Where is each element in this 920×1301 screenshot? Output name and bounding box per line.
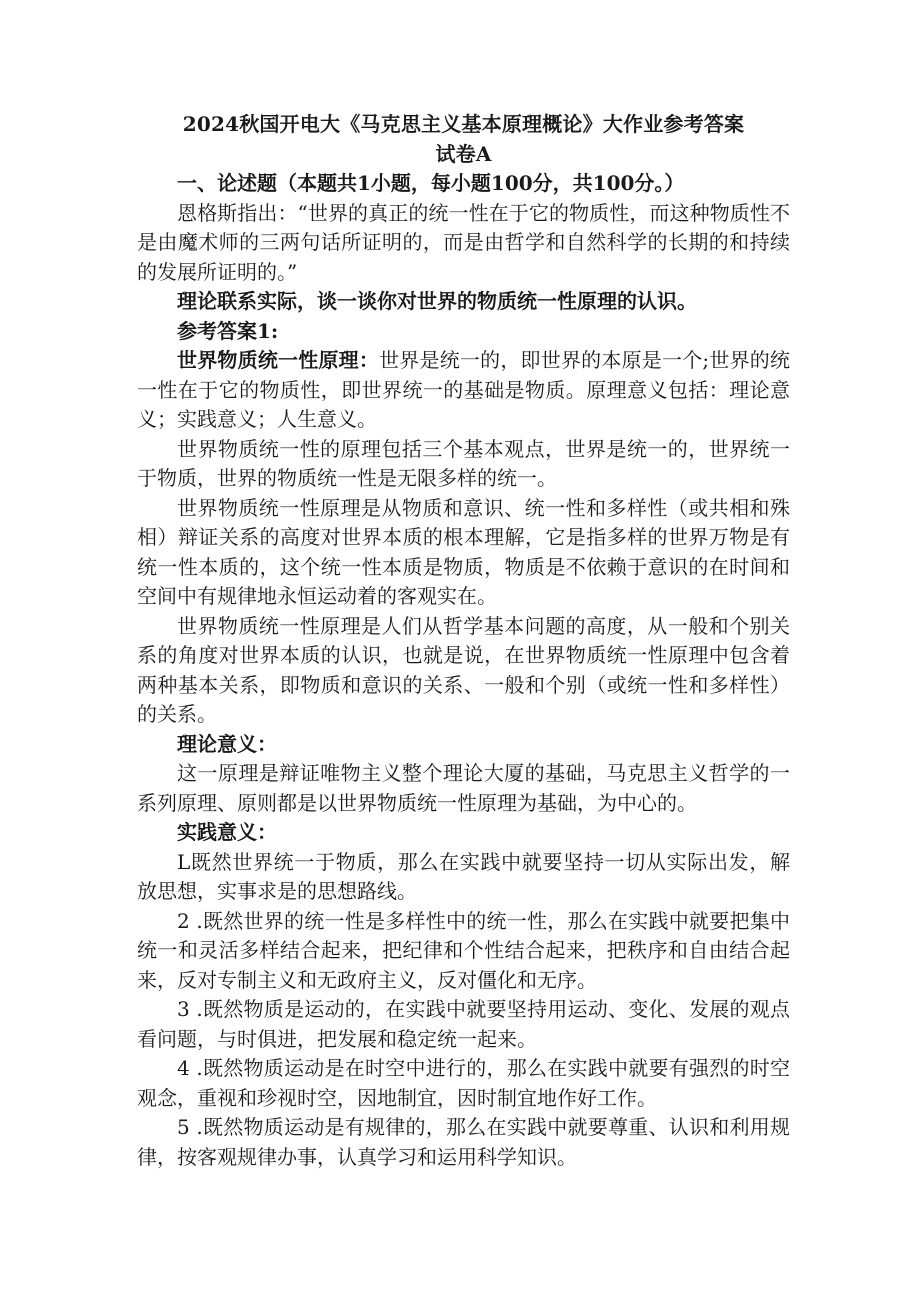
theory-text: 这一原理是辩证唯物主义整个理论大厦的基础，马克思主义哲学的一系列原理、原则都是以世界物质统一性原理为基础，为中心的。 <box>137 761 790 815</box>
paragraph-1: 世界物质统一性的原理包括三个基本观点，世界是统一的，世界统一于物质，世界的物质统一性是无限多样的统一。 <box>137 436 790 490</box>
question-text: 理论联系实际，谈一谈你对世界的物质统一性原理的认识。 <box>177 289 697 313</box>
practice-item-4: 4 .既然物质运动是在时空中进行的，那么在实践中就要有强烈的时空观念，重视和珍视时空，因地制宜，因时制宜地作好工作。 <box>137 1056 790 1110</box>
document-title: 2024秋国开电大《马克思主义基本原理概论》大作业参考答案 <box>182 112 745 136</box>
paragraph-2: 世界物质统一性原理是从物质和意识、统一性和多样性（或共相和殊相）辩证关系的高度对世界本质的根本理解，它是指多样的世界万物是有统一性本质的，这个统一性本质是物质，物质是不依赖于意识的在时间和空间中有规律地永恒运动着的客观实在。 <box>137 495 790 608</box>
principle-text: 世界是统一的，即世界的本原是一个;世界的统一性在于它的物质性，即世界统一的基础是物质。原理意义包括：理论意义；实践意义；人生意义。 <box>137 348 790 431</box>
practice-label: 实践意义： <box>177 820 277 844</box>
practice-item-1: L既然世界统一于物质，那么在实践中就要坚持一切从实际出发，解放思想，实事求是的思想路线。 <box>137 849 790 903</box>
principle-paragraph <box>137 346 790 435</box>
practice-item-3: 3 .既然物质是运动的，在实践中就要坚持用运动、变化、发展的观点看问题，与时俱进，把发展和稳定统一起来。 <box>137 997 790 1051</box>
answer-label: 参考答案1: <box>177 318 279 343</box>
practice-item-5: 5 .既然物质运动是有规律的，那么在实践中就要尊重、认识和利用规律，按客观规律办事，认真学习和运用科学知识。 <box>137 1115 790 1169</box>
theory-label: 理论意义： <box>177 731 277 756</box>
section-heading: 一、论述题（本题共1小题，每小题100分，共100分。） <box>177 171 685 195</box>
document-subtitle: 试卷A <box>435 141 492 166</box>
engels-quote: 恩格斯指出：“世界的真正的统一性在于它的物质性，而这种物质性不是由魔术师的三两句话所证明的，而是由哲学和自然科学的长期的和持续的发展所证明的。” <box>137 200 790 284</box>
principle-label: 世界物质统一性原理： <box>177 348 380 372</box>
paragraph-3: 世界物质统一性原理是人们从哲学基本问题的高度，从一般和个别关系的角度对世界本质的认识，也就是说，在世界物质统一性原理中包含着两种基本关系，即物质和意识的关系、一般和个别（或统一性和多样性）的关系。 <box>137 613 790 726</box>
practice-item-2: 2 .既然世界的统一性是多样性中的统一性，那么在实践中就要把集中统一和灵活多样结合起来，把纪律和个性结合起来，把秩序和自由结合起来，反对专制主义和无政府主义，反对僵化和无序。 <box>137 908 790 992</box>
